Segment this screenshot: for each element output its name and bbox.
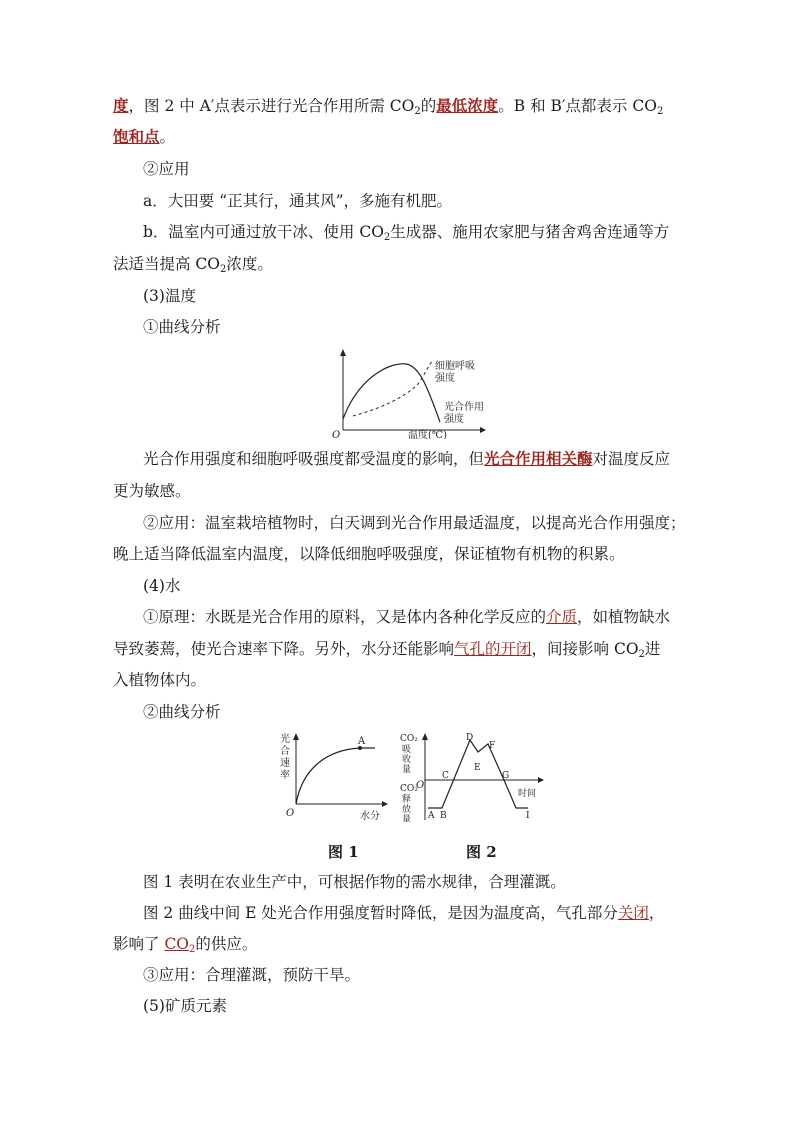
x-axis-arrow bbox=[480, 427, 486, 433]
highlight-term: 度 bbox=[113, 96, 129, 115]
origin-label: O bbox=[286, 808, 295, 819]
highlight-term: 关闭 bbox=[617, 904, 649, 922]
point-label: C bbox=[442, 771, 449, 781]
y-label-char: 率 bbox=[280, 770, 290, 781]
x-axis-label: 水分 bbox=[360, 811, 380, 822]
x-axis-arrow bbox=[382, 801, 388, 807]
text: 。B 和 B′点都表示 CO bbox=[498, 97, 657, 115]
paragraph-cont bbox=[113, 254, 273, 274]
origin-label: O bbox=[332, 430, 341, 439]
text: 的 bbox=[420, 97, 437, 115]
text: 图 2 曲线中间 E 处光合作用强度暂时降低，是因为温度高，气孔部分 bbox=[143, 904, 618, 922]
paragraph: a．大田要 “正其行，通其风”，多施有机肥。 bbox=[143, 192, 453, 210]
paragraph-cont: 晚上适当降低温室内温度，以降低细胞呼吸强度，保证植物有机物的积累。 bbox=[113, 545, 625, 563]
section-heading: (5)矿质元素 bbox=[143, 997, 227, 1015]
y-label-up: 收 bbox=[402, 755, 412, 765]
y-label-char: 速 bbox=[280, 758, 290, 769]
y-label-down: 量 bbox=[402, 815, 412, 822]
respiration-label-2: 强度 bbox=[435, 373, 455, 384]
section-heading: (3)温度 bbox=[143, 287, 196, 305]
y-label-up: 吸 bbox=[402, 745, 412, 755]
highlight-term: 气孔的开闭 bbox=[454, 640, 532, 658]
y-label-down: CO₂ bbox=[400, 784, 418, 794]
y-label-up: CO₂ bbox=[400, 734, 418, 744]
point-label: B bbox=[440, 811, 447, 821]
text: 对温度反应 bbox=[592, 450, 671, 468]
text: ，如植物缺水 bbox=[577, 608, 671, 626]
paragraph bbox=[143, 903, 664, 923]
y-label-char: 光 bbox=[280, 734, 290, 745]
paragraph: ③应用：合理灌溉，预防干旱。 bbox=[143, 966, 361, 984]
text: 进 bbox=[644, 640, 661, 658]
paragraph-cont: 更为敏感。 bbox=[113, 482, 191, 500]
figure-2-caption: 图 2 bbox=[466, 843, 497, 861]
text: 法适当提高 CO bbox=[113, 255, 220, 273]
y-axis-arrow bbox=[293, 733, 299, 740]
origin-label: O bbox=[416, 780, 425, 791]
y-label-down: 释 bbox=[402, 795, 412, 805]
text: 影响了 bbox=[113, 935, 165, 953]
subheading: ②曲线分析 bbox=[143, 703, 221, 721]
respiration-label: 细胞呼吸 bbox=[435, 361, 475, 372]
subscript: 2 bbox=[414, 106, 421, 117]
highlight-term: 介质 bbox=[546, 608, 578, 626]
figure-2 bbox=[398, 730, 548, 822]
point-label: G bbox=[502, 771, 510, 781]
text: ，间接影响 CO bbox=[531, 640, 639, 658]
photosynthesis-label: 光合作用 bbox=[444, 402, 484, 413]
paragraph-cont bbox=[113, 639, 660, 659]
text: 浓度。 bbox=[226, 255, 273, 273]
point-a-label: A bbox=[358, 736, 366, 747]
text-line-1 bbox=[113, 96, 663, 116]
x-axis-arrow bbox=[538, 777, 544, 783]
subscript: 2 bbox=[383, 232, 391, 243]
point-label: D bbox=[466, 733, 474, 743]
text: CO bbox=[164, 935, 190, 953]
text-line-2 bbox=[113, 127, 175, 147]
curve bbox=[296, 748, 375, 804]
text: 导致萎蔫，使光合速率下降。另外，水分还能影响 bbox=[113, 640, 455, 658]
highlight-term: 饱和点 bbox=[113, 127, 160, 146]
paragraph-cont bbox=[113, 934, 257, 954]
text: b．温室内可通过放干冰、使用 CO bbox=[143, 223, 384, 241]
subscript: 2 bbox=[189, 944, 196, 955]
y-axis-arrow bbox=[422, 733, 428, 740]
text: 光合作用强度和细胞呼吸强度都受温度的影响，但 bbox=[143, 450, 485, 468]
y-label-down: 放 bbox=[402, 805, 412, 815]
text: ①原理：水既是光合作用的原料，又是体内各种化学反应的 bbox=[143, 608, 547, 626]
highlight-term: 光合作用相关酶 bbox=[484, 449, 593, 468]
text: 生成器、施用农家肥与猪舍鸡舍连通等方 bbox=[390, 223, 670, 241]
y-label-char: 合 bbox=[280, 746, 290, 757]
text: ，图 2 中 A′点表示进行光合作用所需 CO bbox=[128, 97, 415, 115]
paragraph bbox=[143, 449, 670, 469]
respiration-curve bbox=[353, 360, 433, 416]
point-label: A bbox=[428, 811, 435, 821]
y-axis-arrow bbox=[340, 349, 346, 356]
subscript: 2 bbox=[656, 106, 664, 117]
point-label: I bbox=[526, 811, 530, 821]
figure-1 bbox=[280, 730, 390, 822]
x-axis-label: 时间 bbox=[518, 789, 537, 799]
x-axis-label: 温度(℃) bbox=[408, 430, 447, 439]
text: 的供应。 bbox=[195, 935, 258, 953]
temperature-figure bbox=[328, 344, 488, 439]
paragraph: ②应用：温室栽培植物时，白天调到光合作用最适温度，以提高光合作用强度； bbox=[143, 514, 686, 532]
subscript: 2 bbox=[220, 264, 227, 275]
paragraph: 图 1 表明在农业生产中，可根据作物的需水规律，合理灌溉。 bbox=[143, 873, 566, 891]
figure-1-caption: 图 1 bbox=[328, 843, 359, 861]
subheading: ②应用 bbox=[143, 160, 190, 178]
text: ， bbox=[648, 904, 665, 922]
text: 。 bbox=[159, 128, 176, 146]
photosynthesis-label-2: 强度 bbox=[444, 414, 464, 425]
section-heading: (4)水 bbox=[143, 577, 181, 595]
paragraph bbox=[143, 222, 669, 242]
y-label-up: 量 bbox=[402, 765, 412, 775]
point-label: E bbox=[474, 763, 481, 773]
subheading: ①曲线分析 bbox=[143, 318, 221, 336]
highlight-term: 最低浓度 bbox=[436, 96, 499, 115]
paragraph bbox=[143, 607, 670, 627]
point-label: F bbox=[489, 741, 496, 751]
paragraph-cont: 入植物体内。 bbox=[113, 671, 207, 689]
subscript: 2 bbox=[638, 649, 645, 660]
highlight-term bbox=[164, 935, 195, 953]
